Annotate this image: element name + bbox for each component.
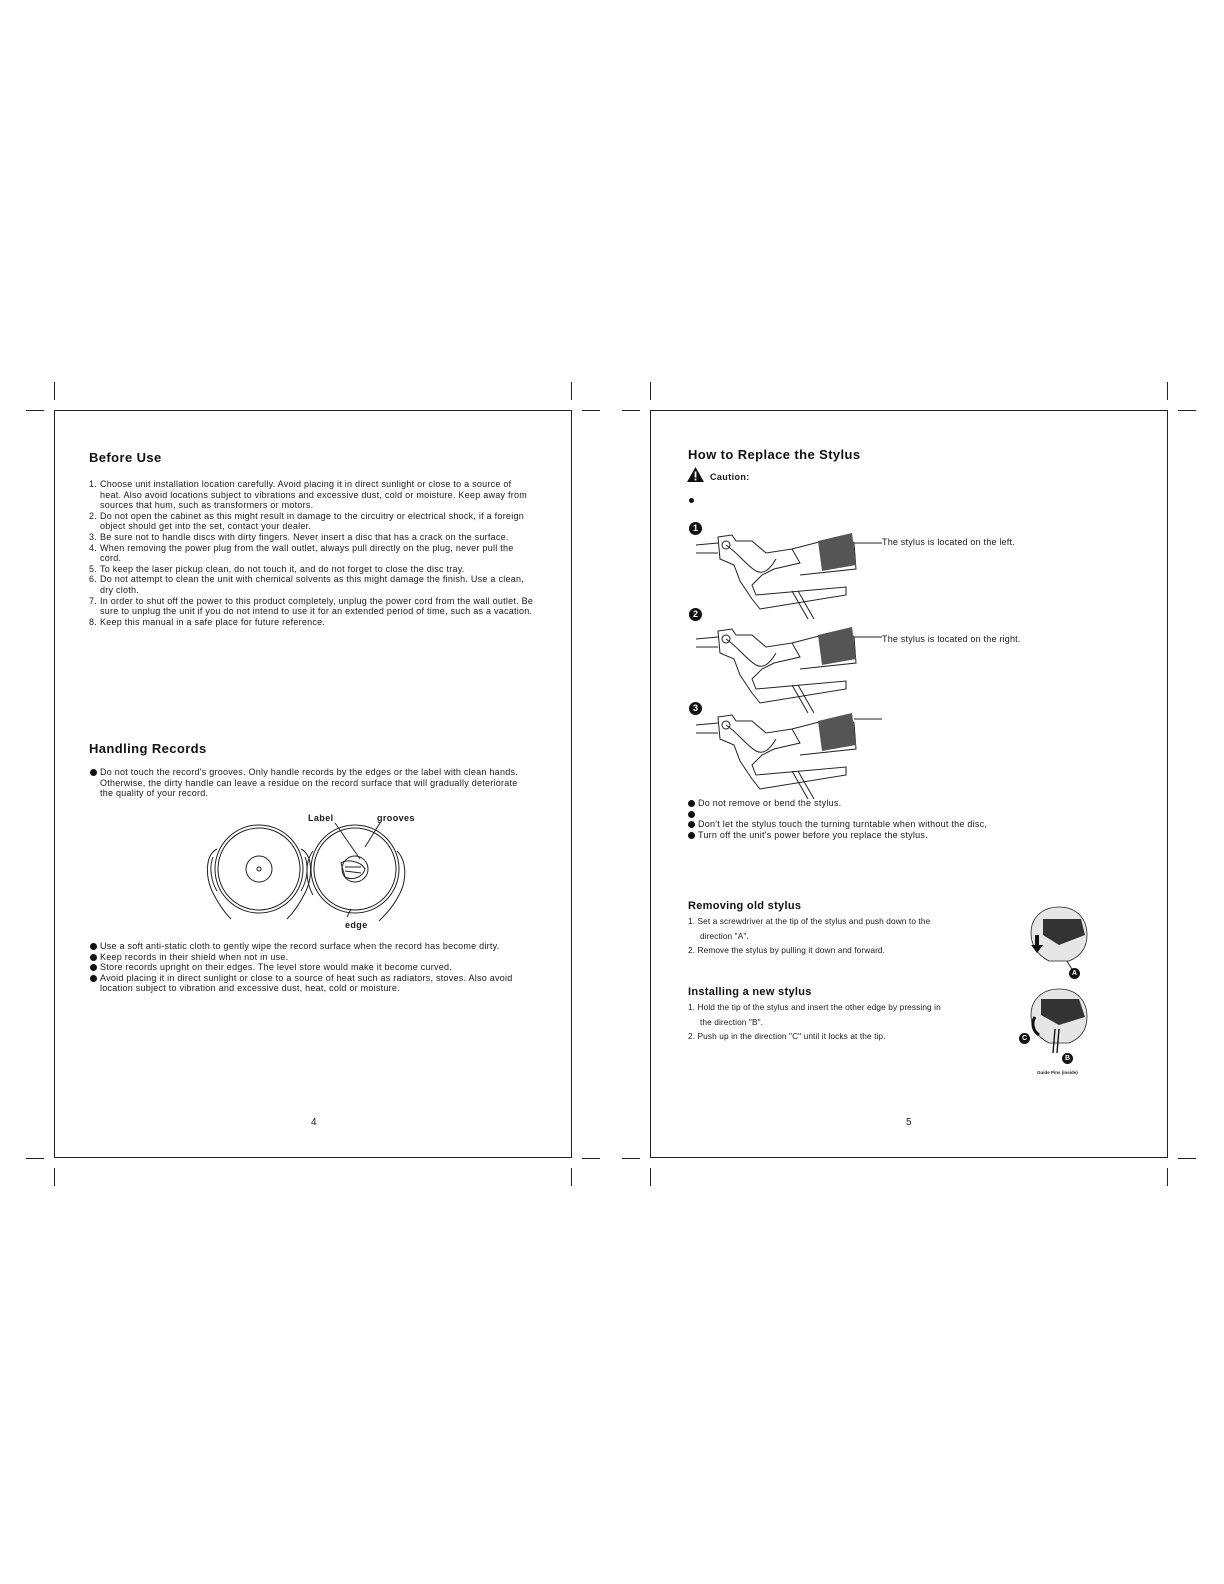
crop-mark xyxy=(26,1158,44,1159)
list-item: Store records upright on their edges. The level store would make it become curved. xyxy=(89,962,529,973)
list-item: 3. Be sure not to handle discs with dirty fingers. Never insert a disc that has a crack on the surface. xyxy=(89,531,509,542)
crop-mark xyxy=(1167,382,1168,400)
step-caption: The stylus is located on the left. xyxy=(882,537,1015,547)
step-badge: 2 xyxy=(689,608,702,621)
page-number: 4 xyxy=(311,1117,317,1128)
step-badge: 3 xyxy=(689,702,702,715)
before-use-list xyxy=(89,479,535,627)
manual-page-right xyxy=(650,410,1168,1158)
crop-mark xyxy=(54,382,55,400)
list-item: 1. Choose unit installation location carefully. Avoid placing it in direct sunlight or close to a source of heat. Also avoid locations subject to vibrations and excessive dust, cold or moisture. Keep away from sources that hum, such as transformers or motors. xyxy=(89,479,527,511)
crop-mark xyxy=(650,382,651,400)
crop-mark xyxy=(1178,1158,1196,1159)
crop-mark xyxy=(1178,410,1196,411)
installing-steps: 1. Hold the tip of the stylus and insert the other edge by pressing in the direction "B". 2. Push up in the direction "C" until it locks at the tip. xyxy=(688,1002,941,1041)
handling-records-bullets xyxy=(89,941,529,994)
step-badge: 1 xyxy=(689,522,702,535)
crop-mark xyxy=(26,410,44,411)
crop-mark xyxy=(582,410,600,411)
list-item: Avoid placing it in direct sunlight or close to a source of heat such as radiators, stoves. Also avoid location subject to vibration and excessive dust, heat, cold or moisture. xyxy=(89,973,529,994)
crop-mark xyxy=(650,1168,651,1186)
crop-mark xyxy=(54,1168,55,1186)
crop-mark xyxy=(571,382,572,400)
handling-records-intro xyxy=(89,767,529,799)
stylus-diagram-center xyxy=(696,709,881,803)
before-use-title: Before Use xyxy=(89,450,162,465)
list-item: Use a soft anti-static cloth to gently wipe the record surface when the record has become dirty. xyxy=(89,941,529,952)
marker-a: A xyxy=(1069,968,1080,979)
caution-bullet xyxy=(689,498,694,503)
manual-page-left xyxy=(54,410,572,1158)
diagram-label-label: Label xyxy=(308,813,334,823)
crop-mark xyxy=(571,1168,572,1186)
record-handling-illustration xyxy=(195,821,415,931)
caution-label: Caution: xyxy=(710,472,750,482)
installing-stylus-title: Installing a new stylus xyxy=(688,986,812,998)
list-item: Turn off the unit's power before you replace the stylus. xyxy=(687,830,1127,841)
stylus-diagram-right xyxy=(696,623,881,717)
guide-pins-label: Guide Pins (inside) xyxy=(1037,1070,1078,1075)
list-item: 2. Do not open the cabinet as this might result in damage to the circuitry or electrical shock, if a foreign object should get into the set, contact your dealer. xyxy=(89,510,524,532)
list-item: Keep records in their shield when not in use. xyxy=(89,952,529,963)
crop-mark xyxy=(582,1158,600,1159)
crop-mark xyxy=(622,410,640,411)
list-item: 4. When removing the power plug from the wall outlet, always pull directly on the plug, never pull the cord. xyxy=(89,542,514,564)
list-item: 6. Do not attempt to clean the unit with chemical solvents as this might damage the finish. Use a clean, dry cloth. xyxy=(89,574,524,595)
list-item: 5. To keep the laser pickup clean, do not touch it, and do not forget to close the disc tray. xyxy=(89,563,465,574)
remove-stylus-illustration xyxy=(1029,905,1089,977)
removing-stylus-title: Removing old stylus xyxy=(688,900,802,912)
step-caption: The stylus is located on the right. xyxy=(882,634,1021,644)
marker-b: B xyxy=(1062,1053,1073,1064)
stylus-warnings xyxy=(687,798,1127,840)
replace-stylus-title: How to Replace the Stylus xyxy=(688,447,861,462)
page-number: 5 xyxy=(906,1117,912,1128)
install-stylus-illustration xyxy=(1029,987,1089,1059)
removing-steps: 1. Set a screwdriver at the tip of the stylus and push down to the direction "A". 2. Remove the stylus by pulling it down and forward. xyxy=(688,916,931,955)
list-item xyxy=(687,809,1127,820)
list-item: Do not touch the record's grooves. Only handle records by the edges or the label with clean hands. Otherwise, the dirty handle can leave a residue on the record surface that will gradually deteriorate the quality of your record. xyxy=(89,767,529,799)
marker-c: C xyxy=(1019,1033,1030,1044)
crop-mark xyxy=(622,1158,640,1159)
handling-records-title: Handling Records xyxy=(89,741,207,756)
list-item: Do not remove or bend the stylus. xyxy=(687,798,1127,809)
diagram-label-edge: edge xyxy=(345,920,368,930)
list-item: 8. Keep this manual in a safe place for future reference. xyxy=(89,616,326,627)
list-item: 7. In order to shut off the power to this product completely, unplug the power cord from the wall outlet. Be sure to unplug the unit if you do not intend to use it for an extended period of time, such as a vacation. xyxy=(89,595,534,617)
diagram-label-grooves: grooves xyxy=(377,813,415,823)
crop-mark xyxy=(1167,1168,1168,1186)
warning-icon xyxy=(687,467,704,482)
list-item: Don't let the stylus touch the turning turntable when without the disc, xyxy=(687,819,1127,830)
stylus-diagram-left xyxy=(696,529,881,623)
